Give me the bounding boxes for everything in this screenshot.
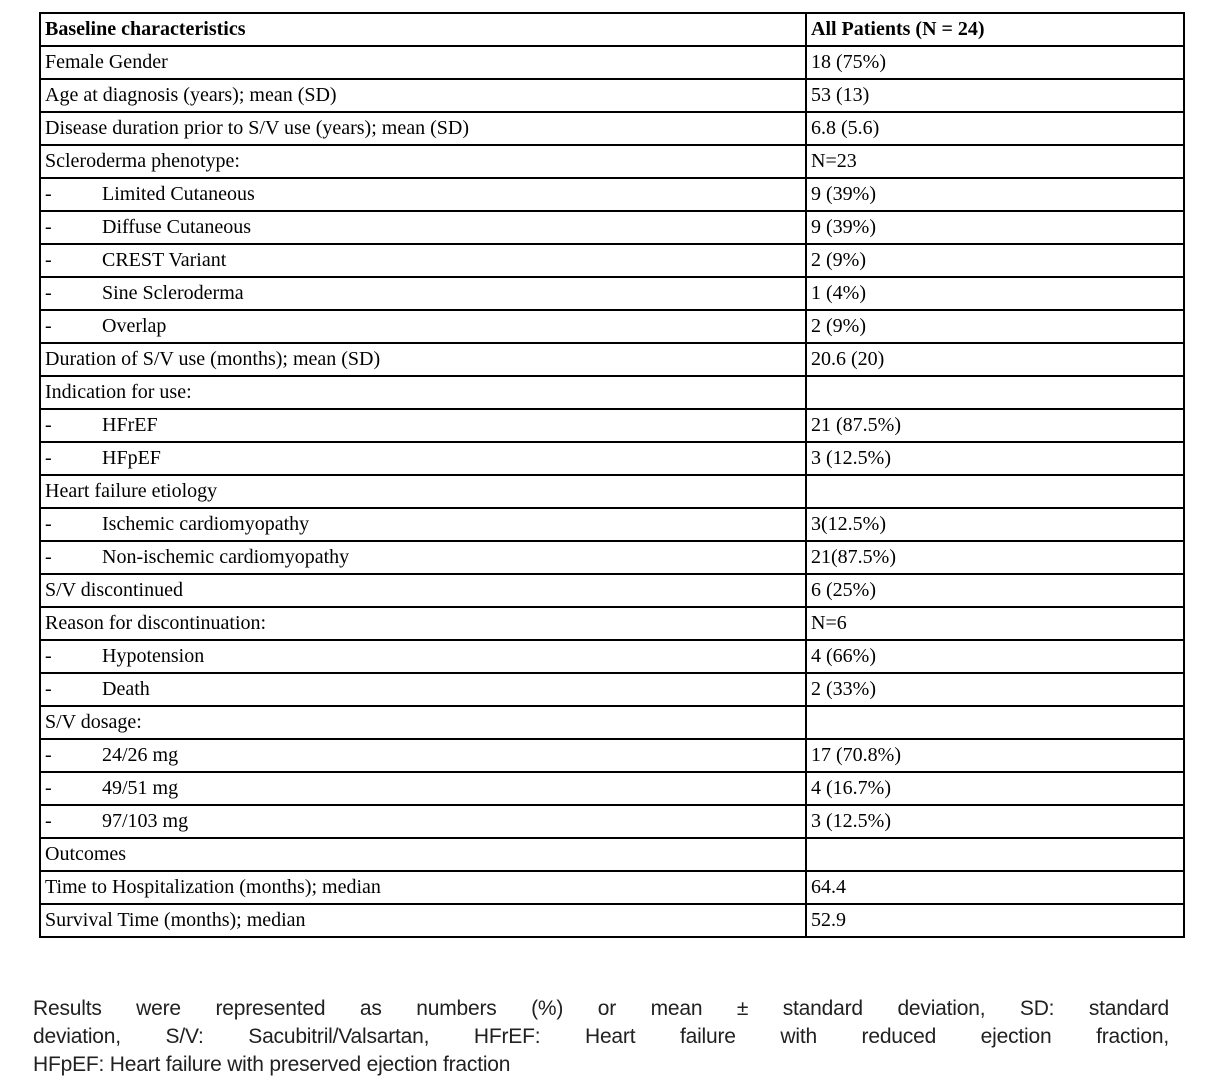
value-cell: 52.9 [806,904,1184,937]
characteristic-label: CREST Variant [102,249,227,271]
table-row [40,673,1184,706]
value-cell: 6 (25%) [806,574,1184,607]
characteristic-cell: Duration of S/V use (months); mean (SD) [40,343,806,376]
characteristic-cell [40,244,806,277]
table-row [40,343,1184,376]
value-cell: 2 (9%) [806,244,1184,277]
characteristic-label: Death [102,678,150,700]
characteristic-label: HFpEF [102,447,161,469]
list-dash: - [45,216,52,238]
table-row [40,46,1184,79]
table-row [40,112,1184,145]
table-row [40,772,1184,805]
list-dash: - [45,183,52,205]
value-cell: 1 (4%) [806,277,1184,310]
table-row [40,739,1184,772]
characteristic-cell: Scleroderma phenotype: [40,145,806,178]
characteristic-cell: S/V dosage: [40,706,806,739]
value-cell: 53 (13) [806,79,1184,112]
value-cell: 9 (39%) [806,211,1184,244]
list-dash: - [45,777,52,799]
table-row [40,640,1184,673]
characteristic-label: 24/26 mg [102,744,179,766]
characteristic-cell: Survival Time (months); median [40,904,806,937]
table-row [40,376,1184,409]
list-dash: - [45,546,52,568]
value-cell: 4 (16.7%) [806,772,1184,805]
footnote-line-3: HFpEF: Heart failure with preserved ejection fraction [33,1053,511,1076]
value-cell: 17 (70.8%) [806,739,1184,772]
table-header-row [40,13,1184,46]
table-row [40,508,1184,541]
list-dash: - [45,744,52,766]
header-all-patients: All Patients (N = 24) [806,13,1184,46]
characteristic-cell [40,508,806,541]
characteristic-cell [40,673,806,706]
table-row [40,838,1184,871]
characteristic-cell [40,277,806,310]
characteristic-label: 49/51 mg [102,777,179,799]
characteristic-cell [40,640,806,673]
table-row [40,904,1184,937]
table-row [40,409,1184,442]
table-row [40,442,1184,475]
value-cell: 2 (33%) [806,673,1184,706]
value-cell [806,706,1184,739]
list-dash: - [45,678,52,700]
characteristic-cell: Age at diagnosis (years); mean (SD) [40,79,806,112]
characteristic-cell: Time to Hospitalization (months); median [40,871,806,904]
value-cell: 4 (66%) [806,640,1184,673]
list-dash: - [45,282,52,304]
characteristic-cell: S/V discontinued [40,574,806,607]
characteristic-cell [40,541,806,574]
table-row [40,805,1184,838]
value-cell: 2 (9%) [806,310,1184,343]
characteristic-cell [40,442,806,475]
footnote-line-2: deviation, S/V: Sacubitril/Valsartan, HFrEF: Heart failure with reduced ejection fraction, [33,1025,1169,1048]
table-row [40,310,1184,343]
value-cell: 9 (39%) [806,178,1184,211]
value-cell: N=6 [806,607,1184,640]
list-dash: - [45,645,52,667]
table-row [40,145,1184,178]
characteristic-label: Overlap [102,315,167,337]
value-cell: 3 (12.5%) [806,442,1184,475]
table-row [40,607,1184,640]
list-dash: - [45,249,52,271]
characteristic-cell: Outcomes [40,838,806,871]
header-baseline-characteristics: Baseline characteristics [40,13,806,46]
list-dash: - [45,315,52,337]
value-cell: 64.4 [806,871,1184,904]
value-cell [806,838,1184,871]
characteristic-cell [40,310,806,343]
characteristic-cell [40,772,806,805]
baseline-characteristics-table [39,12,1185,938]
value-cell: 3 (12.5%) [806,805,1184,838]
characteristic-label: Diffuse Cutaneous [102,216,252,238]
characteristic-cell [40,409,806,442]
characteristic-label: Ischemic cardiomyopathy [102,513,310,535]
value-cell: 21(87.5%) [806,541,1184,574]
value-cell: 6.8 (5.6) [806,112,1184,145]
value-cell: 3(12.5%) [806,508,1184,541]
table-row [40,574,1184,607]
characteristic-label: Hypotension [102,645,205,667]
table-row [40,871,1184,904]
table-row [40,277,1184,310]
value-cell [806,376,1184,409]
table-row [40,475,1184,508]
table-body [40,46,1184,937]
table-row [40,178,1184,211]
characteristic-cell [40,739,806,772]
table-row [40,244,1184,277]
list-dash: - [45,810,52,832]
table-footnote [33,995,1169,1078]
footnote-line-1: Results were represented as numbers (%) or mean ± standard deviation, SD: standard [33,997,1169,1020]
value-cell: 21 (87.5%) [806,409,1184,442]
characteristic-cell: Disease duration prior to S/V use (years); mean (SD) [40,112,806,145]
table-row [40,541,1184,574]
table-row [40,706,1184,739]
table-row [40,211,1184,244]
value-cell: 18 (75%) [806,46,1184,79]
characteristic-cell [40,178,806,211]
characteristic-label: Non-ischemic cardiomyopathy [102,546,350,568]
characteristic-cell: Indication for use: [40,376,806,409]
characteristic-cell [40,211,806,244]
characteristic-cell [40,805,806,838]
characteristic-cell: Heart failure etiology [40,475,806,508]
characteristic-label: HFrEF [102,414,158,436]
list-dash: - [45,414,52,436]
value-cell [806,475,1184,508]
value-cell: 20.6 (20) [806,343,1184,376]
list-dash: - [45,447,52,469]
value-cell: N=23 [806,145,1184,178]
list-dash: - [45,513,52,535]
table-row [40,79,1184,112]
characteristic-label: Limited Cutaneous [102,183,255,205]
characteristic-cell: Female Gender [40,46,806,79]
characteristic-cell: Reason for discontinuation: [40,607,806,640]
characteristic-label: 97/103 mg [102,810,189,832]
characteristic-label: Sine Scleroderma [102,282,244,304]
